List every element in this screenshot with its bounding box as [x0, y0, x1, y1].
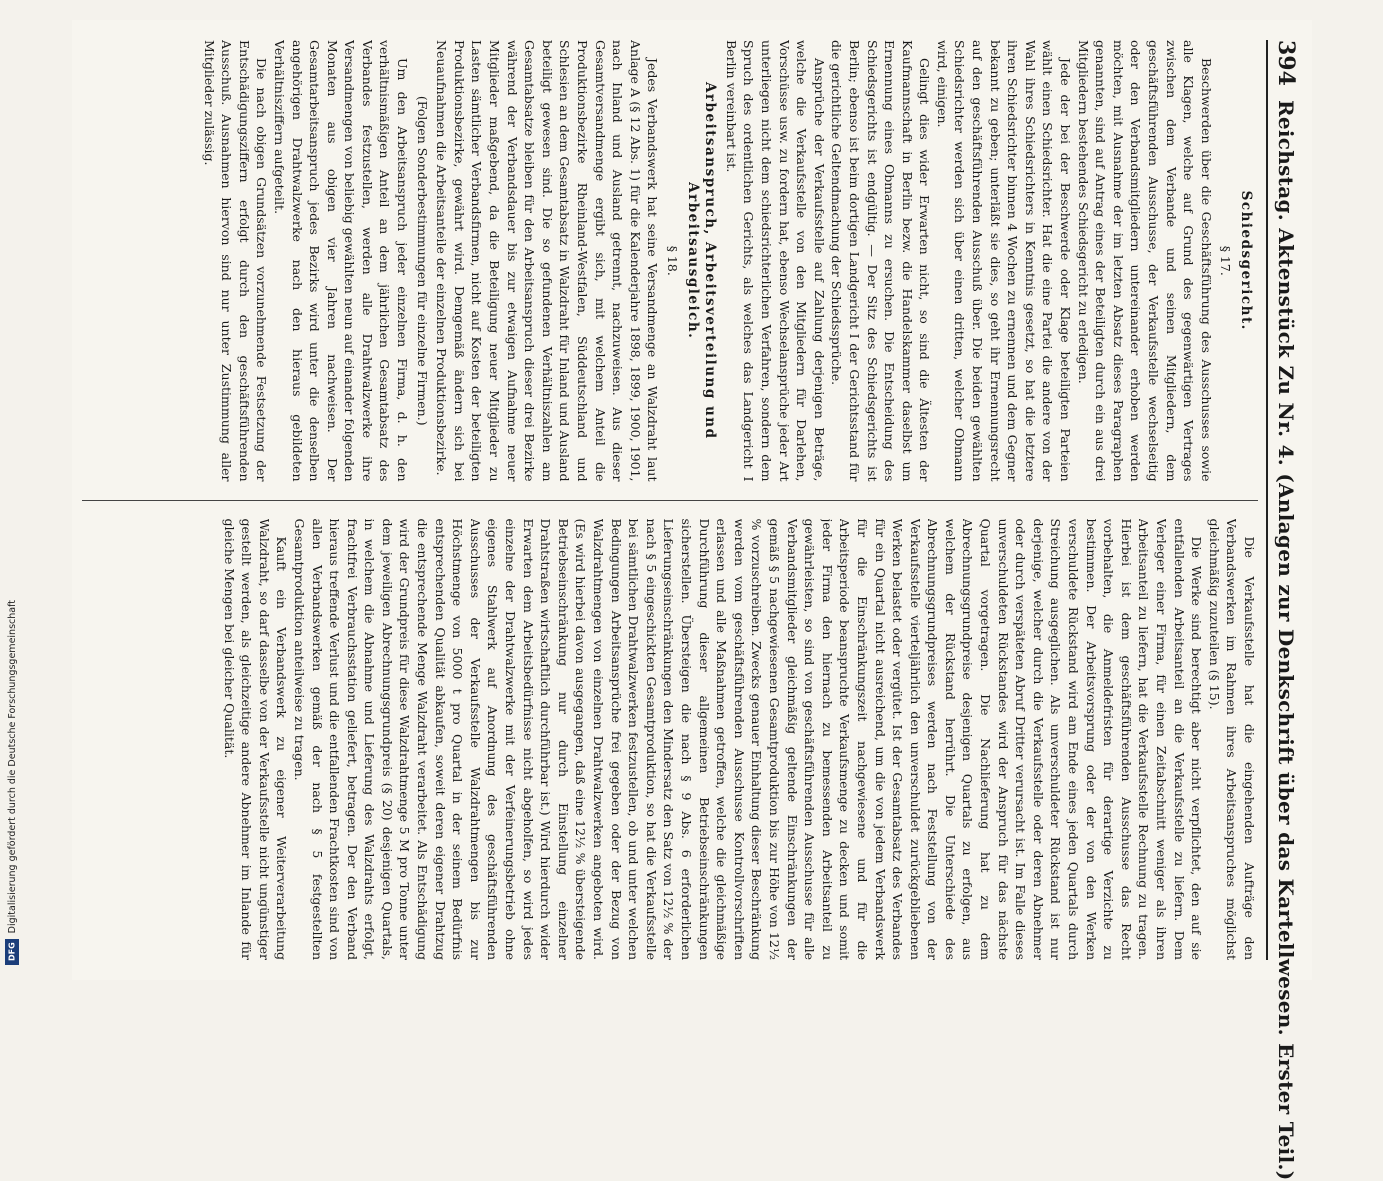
digitization-sidebar — [4, 600, 20, 990]
text-columns — [82, 40, 1258, 960]
paragraph-note: (Folgen Sonderbestimmungen für einzelne Firmen.) — [414, 95, 430, 426]
dfg-logo: DFG — [5, 939, 19, 965]
digitization-note: Digitalisierung gefördert durch die Deutsche Forschungsgemeinschaft — [6, 600, 18, 934]
paragraph: Jedes Verbandswerk hat seine Versandmenge an Walzdraht laut Anlage A (§ 12 Abs. 1) für die Kalenderjahre 1898, 1899, 1900, 1901, nach Inland und Ausland getrennt, nachzuweisen. Aus dieser Gesamtversandmenge ergibt sich, mit welchem Anteil die Produktionsbezirke Rheinland-Westfalen, Süddeutschland und Schlesien an dem Gesamtabsatz in Walzdraht für Inland und Ausland beteiligt gewesen sind. Die so gefundenen Verhältniszahlen am Gesamtabsatze bleiben für den Arbeitsanspruch dieser drei Bezirke während der Verbandsdauer bis zur etwaigen Aufnahme neuer Mitglieder maßgebend, da die Beteiligung neuer Mitglieder zu Lasten sämtlicher Verbandsfirmen, nicht auf Kosten der beteiligten Produktionsbezirke, gewährt wird. Demgemäß ändern sich bei Neuaufnahmen die Arbeitsanteile der einzelnen Produktionsbezirke. — [433, 40, 660, 482]
paragraph: Die Werke sind berechtigt aber nicht verpflichtet, den auf sie entfallenden Arbeitsanteil an die Verkaufsstelle zu liefern. Dem Verleger einer Firma, für einen Zeitabschnitt weniger als ihren Arbeitsanteil zu liefern, hat die Verkaufsstelle Rechnung zu tragen. Hierbei ist dem geschäftsführenden Ausschusse das Recht vorbehalten, die Anmeldefristen für derartige Verzichte zu bestimmen. Der Arbeitsvorsprung oder der von den Werken verschuldete Rückstand wird am Ende eines jeden Quartals durch Streichung ausgeglichen. Als unverschuldeter Rückstand ist nur derjenige, welcher durch die Verkaufsstelle oder deren Abnehmer oder durch verspäteten Abruf Dritter verursacht ist. Im Falle dieses unverschuldeten Rückstandes wird der Anspruch für das nächste Quartal vorgetragen. Die Nachlieferung hat zu dem Abrechnungsgrundpreise desjenigen Quartals zu erfolgen, aus welchem der Rückstand herrührt. Die Unterschiede des Abrechnungsgrundpreises werden nach Feststellung von der Verkaufsstelle vierteljährlich den unverschuldet zurückgebliebenen Werken belastet oder vergütet. Ist der Gesamtabsatz des Verbandes für ein Quartal nicht ausreichend, um die von jedem Verbandswerk für die Einschränkungszeit nachgewiesene und für die Arbeitsperiode beanspruchte Verkaufsmenge zu decken und somit jeder Firma den hiernach zu bemessenden Arbeitsanteil zu gewährleisten, so sind von geschäftsführenden Ausschusse für alle Verbandsmitglieder gleichmäßig geltende Einschränkungen der gemäß § 5 nachgewiesenen Gesamtproduktion bis zur Höhe von 12½ % vorzuschreiben. Zwecks genauer Einhaltung dieser Beschränkung werden vom geschäftsführenden Ausschusse Kontrollvorschriften erlassen und alle Maßnahmen getroffen, welche die gleichmäßige Durchführung dieser allgemeinen Betriebseinschränkungen sicherstellen. Übersteigen die nach § 9 Abs. 6 erforderlichen Lieferungseinschränkungen den Mindersatz den Satz von 12½ % der nach § 5 eingeschickten Gesamtproduktion, so hat die Verkaufsstelle bei sämtlichen Drahtwalzwerken festzustellen, ob und unter welchen Bedingungen Arbeitsansprüche frei gegeben oder der Bezug von Walzdrahtmengen von einzelnen Drahtwalzwerken angeboten wird. (Es wird hierbei davon ausgegangen, daß eine 12½ % übersteigende Betriebseinschränkung nur durch Einstellung einzelner Drahtstraßen wirtschaftlich durchführbar ist.) Wird hierdurch wider Erwarten dem Arbeitsbedürfnisse nicht abgeholfen, so wird jedes einzelne der Drahtwalzwerke mit der Verfeinerungsbetrieb ohne eigenes Stahlwerk auf Anordnung des geschäftsführenden Ausschusses der Verkaufsstelle Walzdrahtmengen bis zur Höchstmenge von 5000 t pro Quartal in der seinem Bedürfnis entsprechenden Qualität abkaufen, soweit deren eigener Drahtzug die entsprechende Menge Walzdraht verarbeitet. Als Entschädigung wird der Grundpreis für diese Walzdrahtmenge 5 M pro Tonne unter dem jeweiligen Abrechnungsgrundpreis (§ 20) desjenigen Quartals, in welchem die Abnahme und Lieferung des Walzdrahts erfolgt, frachtfrei Verbrauchsstation geliefert, betragen. Der den Verband hieraus treffende Verlust und die entfallenden Frachtkosten sind von allen Verbandswerken gemäß der nach § 5 festgestellten Gesamtproduktion anteilweise zu tragen. — [291, 518, 1204, 960]
paragraph-number-17: § 17. — [1217, 245, 1233, 276]
page-header — [1266, 40, 1304, 1181]
left-column — [82, 40, 1258, 482]
paragraph: Beschwerden über die Geschäftsführung des Ausschusses sowie alle Klagen, welche auf Grund des gegenwärtigen Vertrages zwischen dem Verbande und seinen Mitgliedern, dem geschäftsführenden Ausschusse, der Verkaufsstelle wechselseitig oder den Verbandsmitgliedern untereinander erhoben werden möchten, mit Ausnahme der im letzten Absatz dieses Paragraphen genannten, sind auf Antrag eines der Beteiligten durch ein aus drei Mitgliedern bestehendes Schiedsgericht zu erledigen. — [1075, 40, 1214, 482]
right-column — [82, 519, 1258, 961]
column-divider — [82, 500, 1258, 501]
paragraph: Ansprüche der Verkaufsstelle auf Zahlung derjenigen Beträge, welche die Verkaufsstelle von den Mitgliedern für Darlehen, Vorschüsse usw. zu fordern hat, ebenso Wechselansprüche jeder Art unterliegen nicht dem schiedsrichterlichen Verfahren, sondern dem Spruch des ordentlichen Gerichts, als welches das Landgericht I Berlin vereinbart ist. — [723, 40, 827, 482]
paragraph: Um den Arbeitsanspruch jeder einzelnen Firma, d. h. den verhältnismäßigen Anteil an dem jährlichen Gesamtabsatz des Verbandes festzustellen, werden alle Drahtwalzwerke ihre Versandmengen von beliebig gewählten neun auf einander folgenden Monaten aus obigen vier Jahren nachweisen. Der Gesamtarbeitsanspruch jedes Bezirks wird unter die denselben angehörigen Drahtwalzwerke nach den hieraus gebildeten Verhältnisziffern aufgeteilt. — [271, 40, 410, 482]
paragraph: Die nach obigen Grundsätzen vorzunehmende Festsetzung der Entschädigungsziffern erfolgt durch den geschäftsführenden Ausschuß. Ausnahmen hiervon sind nur unter Zustimmung aller Mitglieder zulässig. — [201, 40, 269, 482]
page-number: 394 — [1272, 40, 1299, 86]
paragraph: Die Verkaufsstelle hat die eingehenden Aufträge den Verbandswerken im Rahmen ihres Arbeitsanspruches möglichst gleichmäßig zuzuteilen (§ 15). — [1206, 518, 1257, 960]
paragraph-number-18: § 18. — [664, 245, 680, 276]
paragraph: Gelingt dies wider Erwarten nicht, so sind die Ältesten der Kaufmannschaft in Berlin bezw. die Handelskammer daselbst um Ernennung eines Obmanns zu ersuchen. Die Entscheidung des Schiedsgerichts ist endgültig. — Der Sitz des Schiedsgerichts ist Berlin; ebenso ist beim dortigen Landgericht I der Gerichtsstand für die gerichtliche Geltendmachung der Schiedssprüche. — [828, 40, 932, 482]
page-title: Reichstag. Aktenstück Zu Nr. 4. (Anlagen zur Denkschrift über das Kartellwesen. Erster Teil.) — [1273, 99, 1298, 1181]
paragraph: Kauft ein Verbandswerk zu eigener Weiterverarbeitung Walzdraht, so darf dasselbe von der Verkaufsstelle nicht ungünstiger gestellt werden, als gleichzeitige andere Abnehmer im Inlande für gleiche Mengen bei gleicher Qualität. — [221, 518, 289, 960]
rotated-page — [72, 20, 1312, 1181]
section-title-schiedsgericht: Schiedsgericht. — [1237, 190, 1254, 331]
section-title-arbeitsanspruch: Arbeitsanspruch, Arbeitsverteilung und Arbeitsausgleich. — [684, 81, 718, 440]
paragraph: Jede der bei der Beschwerde oder Klage beteiligten Parteien wählt einen Schiedsrichter. Hat die eine Partei die andere von der Wahl ihres Schiedsrichters in Kenntnis gesetzt, so hat die letztere ihren Schiedsrichter binnen 4 Wochen zu ernennen und dem Gegner bekannt zu geben; unterläßt sie dies, so geht ihr Ernennungsrecht auf den geschäftsführenden Ausschuß über. Die beiden gewählten Schiedsrichter werden sich über einen dritten, welcher Obmann wird, einigen. — [934, 40, 1073, 482]
